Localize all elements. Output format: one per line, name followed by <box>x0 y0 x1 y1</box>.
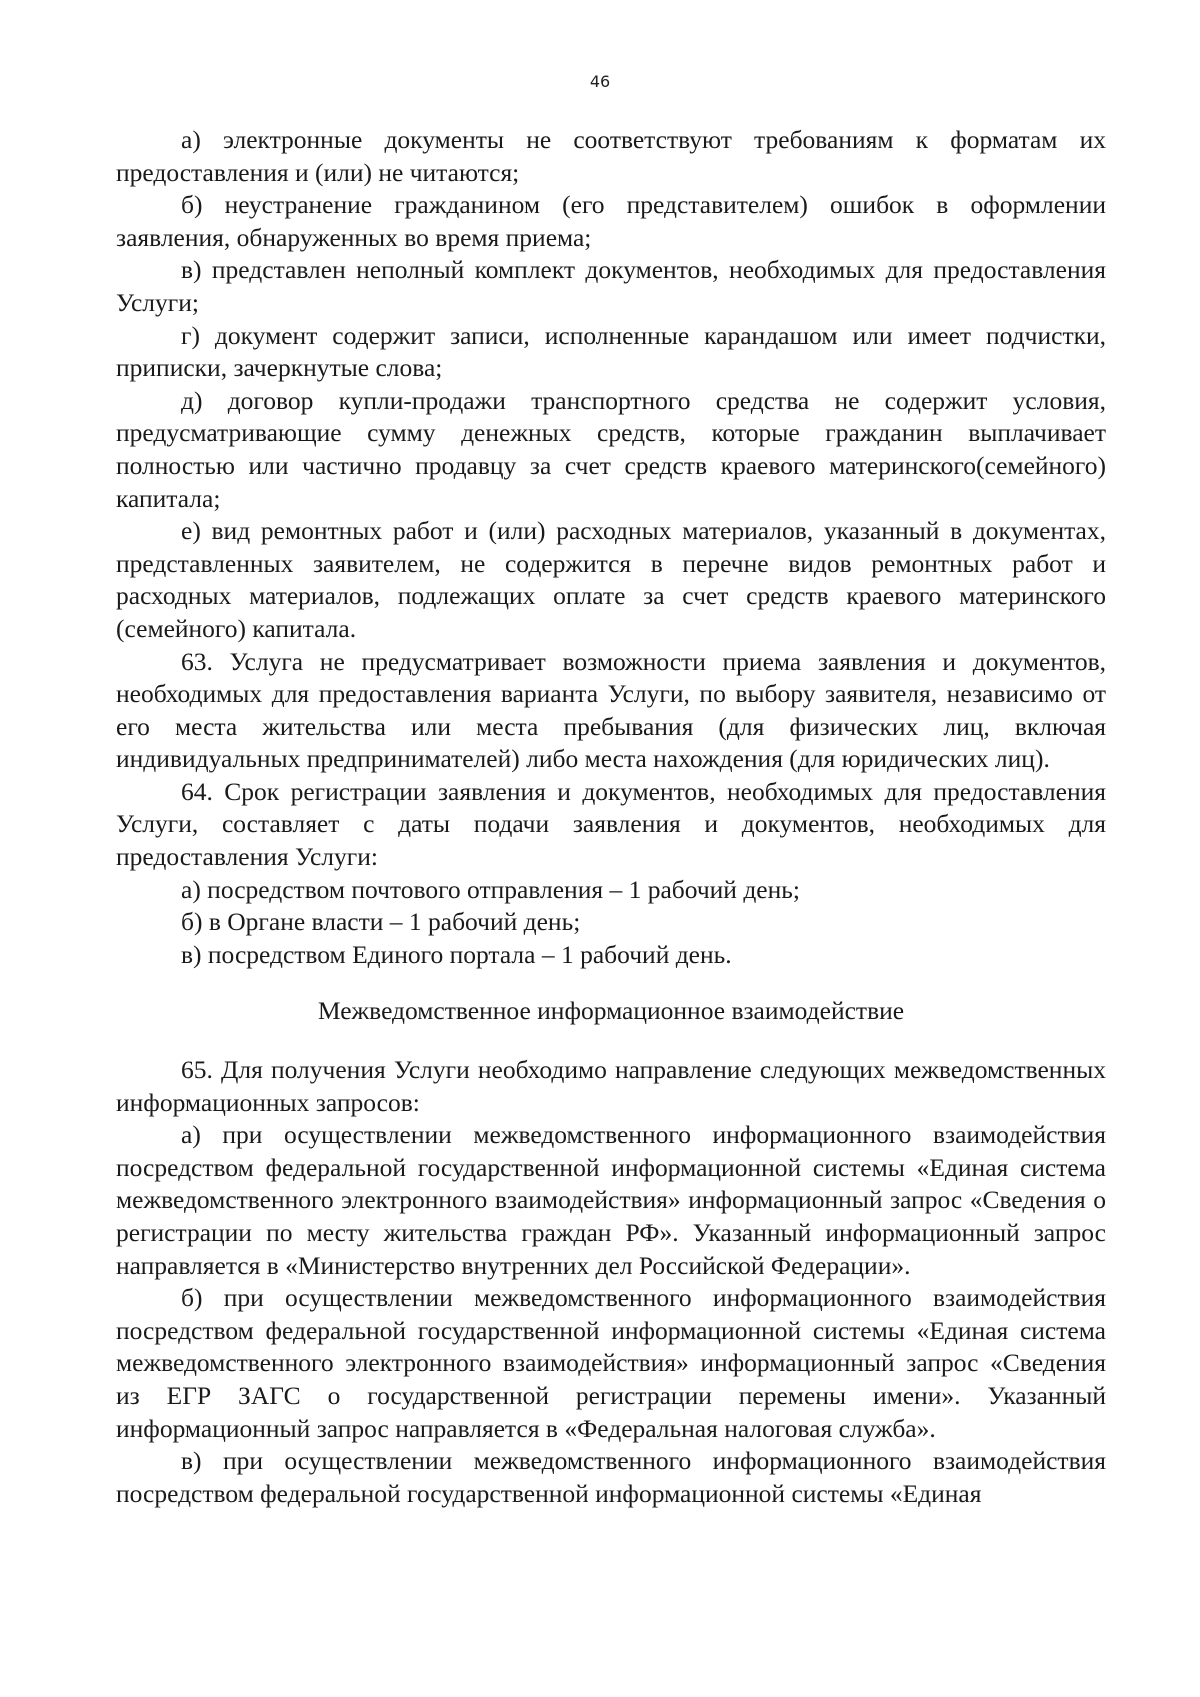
paragraph-item-d: д) договор купли-продажи транспортного средства не содержит условия, предусматривающие сумму денежных средств, которые гражданин выплачивает полностью или частично продавцу за счет средств краевого материнского(семейного) капитала; <box>116 385 1106 513</box>
paragraph-item-g: г) документ содержит записи, исполненные карандашом или имеет подчистки, приписки, зачеркнутые слова; <box>116 320 1106 383</box>
paragraph-item-v: в) представлен неполный комплект документов, необходимых для предоставления Услуги; <box>116 255 1106 317</box>
paragraph-item-e: е) вид ремонтных работ и (или) расходных материалов, указанный в документах, представленных заявителем, не содержится в перечне видов ремонтных работ и расходных материалов, подлежащих оплате за счет средств краевого материнского (семейного) капитала. <box>116 516 1106 643</box>
paragraph-65-item-v: в) при осуществлении межведомственного информационного взаимодействия посредством федеральной государственной информационной системы «Единая <box>116 1446 1106 1508</box>
paragraph-65-item-b: б) при осуществлении межведомственного информационного взаимодействия посредством федеральной государственной информационной системы «Единая система межведомственного электронного взаимодействия» информационный запрос «Сведения из ЕГР ЗАГС о государственной регистрации перемены имени». Указанный информационный запрос направляется в «Федеральная налоговая служба». <box>116 1283 1106 1443</box>
paragraph-65-item-a: а) при осуществлении межведомственного информационного взаимодействия посредством федеральной государственной информационной системы «Единая система межведомственного электронного взаимодействия» информационный запрос «Сведения о регистрации по месту жительства граждан РФ». Указанный информационный запрос направляется в «Министерство внутренних дел Российской Федерации». <box>116 1120 1106 1280</box>
paragraph-64-item-b: б) в Органе власти – 1 рабочий день; <box>181 907 581 937</box>
section-heading: Межведомственное информационное взаимодействие <box>317 996 905 1026</box>
paragraph-item-a: а) электронные документы не соответствуют требованиям к форматам их предоставления и (или) не читаются; <box>116 125 1106 187</box>
page-number: 46 <box>589 72 611 91</box>
document-body <box>116 124 1106 1510</box>
paragraph-64: 64. Срок регистрации заявления и документов, необходимых для предоставления Услуги, составляет с даты подачи заявления и документов, необходимых для предоставления Услуги: <box>116 776 1106 872</box>
paragraph-65: 65. Для получения Услуги необходимо направление следующих межведомственных информационных запросов: <box>116 1055 1106 1117</box>
paragraph-64-item-v: в) посредством Единого портала – 1 рабочий день. <box>181 939 732 969</box>
paragraph-64-item-a: а) посредством почтового отправления – 1 рабочий день; <box>181 874 800 904</box>
paragraph-63: 63. Услуга не предусматривает возможности приема заявления и документов, необходимых для предоставления варианта Услуги, по выбору заявителя, независимо от его места жительства или места пребывания (для физических лиц, включая индивидуальных предпринимателей) либо места нахождения (для юридических лиц). <box>116 646 1106 774</box>
paragraph-item-b: б) неустранение гражданином (его представителем) ошибок в оформлении заявления, обнаруженных во время приема; <box>116 190 1106 252</box>
